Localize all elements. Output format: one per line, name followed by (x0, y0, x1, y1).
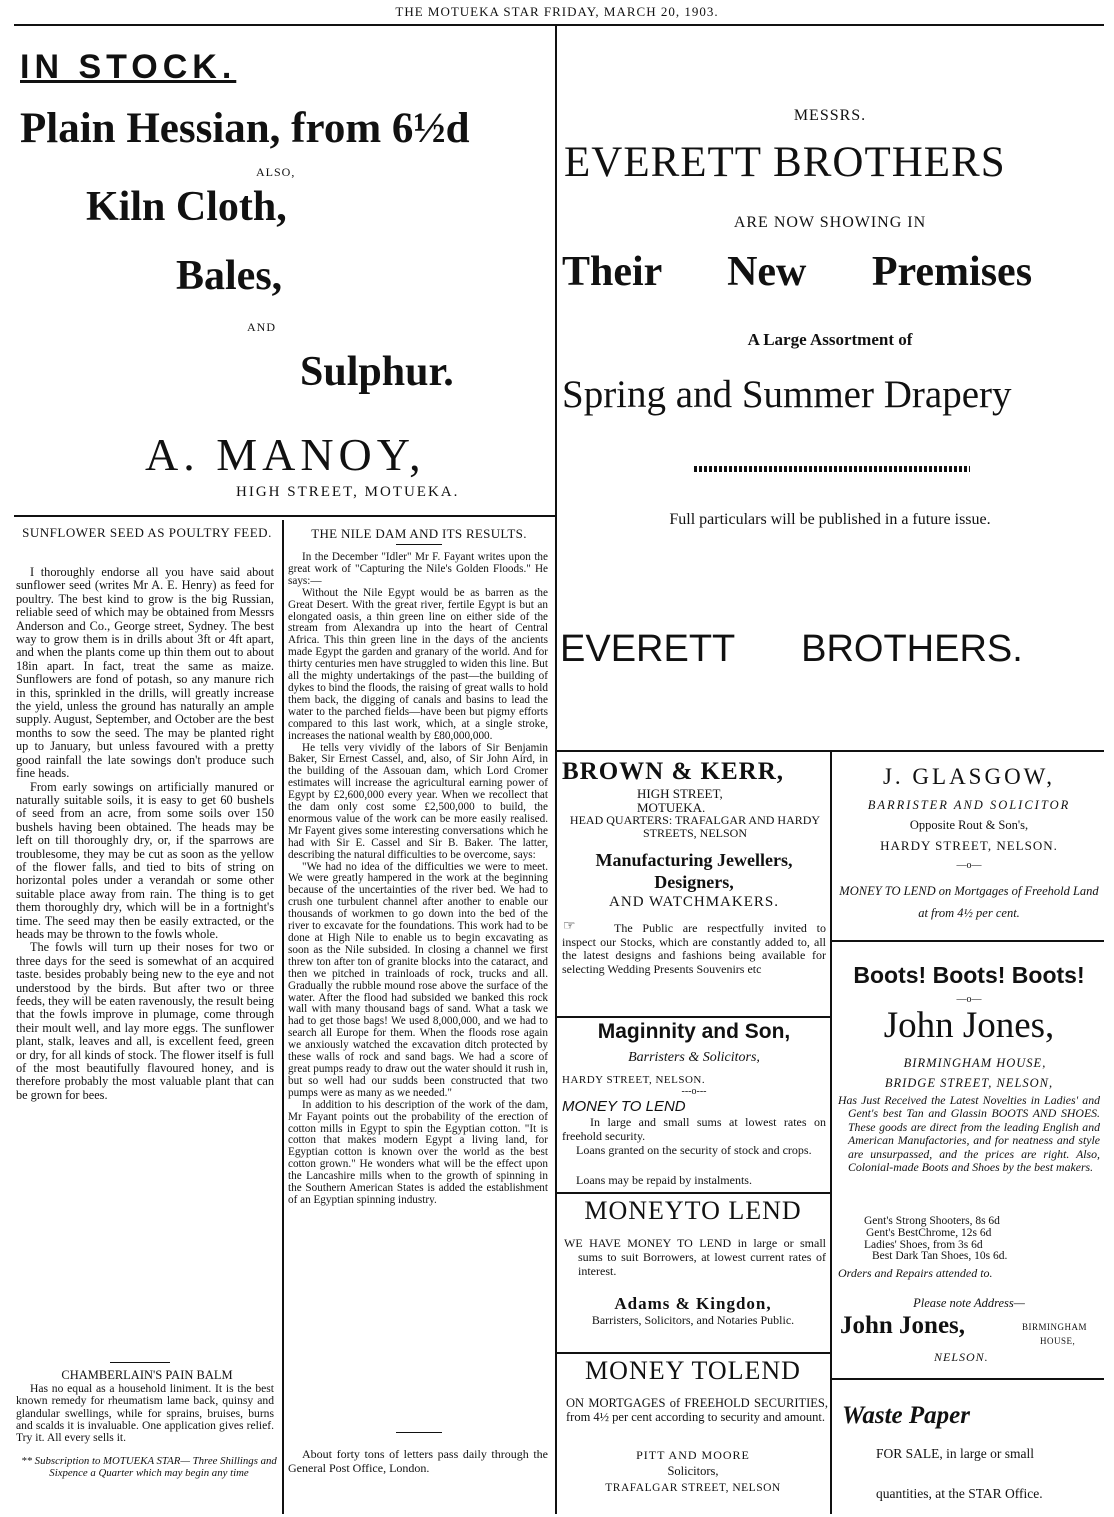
chamberlain-text (16, 1383, 274, 1444)
john-jones-house: BIRMINGHAM HOUSE, (903, 1056, 1047, 1070)
everett-particulars: Full particulars will be published in a future issue. (669, 511, 991, 528)
adams-heading: MONEYTO LEND (584, 1196, 802, 1225)
brown-kerr-trade-3: AND WATCHMAKERS. (609, 894, 779, 910)
nile-title-rule (396, 544, 442, 545)
price-line: Best Dark Tan Shoes, 10s 6d. (872, 1250, 1008, 1263)
glasgow-money: MONEY TO LEND on Mortgages of Freehold Land at from 4½ per cent. (839, 884, 1099, 920)
price-line: Gent's Strong Shooters, 8s 6d (864, 1215, 1000, 1227)
maginnity-role: Barristers & Solicitors, (628, 1050, 760, 1065)
nile-paragraph: "We had no idea of the difficulties we were to meet. We were greatly hampered in the work at the beginning because of the uncertainties of the river bed. We had to crush one turbulent channel after another to enable our thousands of workmen to go down into the bed of the river to excavate for the foundations. This work had to be done at High Nile to enable us to begin excavating as soon as the Nile subsided. In closing a channel we first threw ton after ton of granite blocks into the cataract, and then we pitched in trainloads of rock, trucks and all. Gradually the rubble mound rose above the surface of the water. After the flood had subsided we banked this rock wall with many thousand bags of sand. What a task we had to get those bags! We used 8,000,000, and we had to search all Europe for them. When the floods rose again we anxiously watched the excavation ditch protected by these walls of rock and sand bags. We had a score of great pumps ready to draw out the water should it rush in, but so well had our sudds been constructed that two pumps were as many as we needed." (288, 860, 548, 1099)
john-jones-street: BRIDGE STREET, NELSON, (884, 1076, 1054, 1090)
pointing-hand-icon: ☞ (563, 919, 576, 934)
brown-kerr-notice: The Public are respectfully invited to inspect our Stocks, which are constantly added to, all the latest designs and fashions being available for selecting Wedding Presents Souvenirs etc (562, 921, 826, 976)
price-line: Ladies' Shoes, from 3s 6d (864, 1238, 983, 1251)
adams-name: Adams & Kingdon, (614, 1294, 772, 1313)
sunflower-paragraph: The fowls will turn up their noses for two or three days for the seed is somewhat of an acquired taste. besides probably being new to the eye and not understood by the birds. But after two or three feeds, they will be eaten ravenously, the result being that the fowls improve in plumage, come through their moult well, and lay more eggs. The sunflower plant, stalk, leaves and all, is excellent feed, green or dry, for all kinds of stock. The flower itself is full of the most beautifully flavoured honey, and is therefore probably the most valuable plant that can be grown for bees. (16, 940, 274, 1102)
john-jones-signature-name: John Jones, (840, 1312, 966, 1339)
john-jones-note: Please note Address— (913, 1296, 1025, 1310)
pitt-moore-name: PITT AND MOORE (636, 1448, 750, 1462)
adams-role: Barristers, Solicitors, and Notaries Public. (591, 1313, 795, 1327)
manoy-bottom-rule (14, 515, 555, 517)
sunflower-body (16, 566, 274, 1102)
maginnity-text-3: Loans may be repaid by instalments. (576, 1173, 752, 1187)
waste-paper-line-2: quantities, at the STAR Office. (876, 1486, 1043, 1501)
brown-kerr-bottom-rule (555, 1016, 831, 1018)
maginnity-address: HARDY STREET, NELSON. (562, 1074, 706, 1086)
chamberlain-rule (110, 1362, 170, 1363)
everett-bottom-rule (555, 750, 1104, 752)
brown-kerr-name: BROWN & KERR, (562, 758, 785, 785)
manoy-and: AND (247, 320, 276, 334)
brown-kerr-street: HIGH STREET, (637, 786, 723, 801)
brown-kerr-town: MOTUEKA. (637, 800, 706, 815)
manoy-line-sulphur: Sulphur. (300, 349, 454, 395)
john-jones-name: John Jones, (883, 1005, 1055, 1046)
sunflower-paragraph: From early sowings on artificially manured or naturally suitable soils, it is easy to get 60 bushels of seed from an acre, from some soils over 150 bushels having been obtained. The heads may be left on till thoroughly dry, or, if the sparrows are troublesome, they may be cut as soon as the yellow of the flower falls, and tied to bits of string on horizontal poles under a verandah or some other suitable place away from rain. The thing is to get them thoroughly dry, which will be in a fortnight's time. The seed may then be easily extracted, or the heads may be thrown to the fowls whole. (16, 779, 274, 941)
nile-paragraph: About forty tons of letters pass daily through the General Post Office, London. (288, 1447, 548, 1475)
manoy-merchant: A. MANOY, (145, 429, 426, 480)
maginnity-name: Maginnity and Son, (597, 1020, 791, 1043)
nile-body (288, 552, 548, 1207)
john-jones-signature-house-1: BIRMINGHAM (1022, 1322, 1088, 1332)
john-jones-signature-town: NELSON. (934, 1350, 989, 1364)
waste-paper-line-1: FOR SALE, in large or small (876, 1446, 1034, 1461)
maginnity-bottom-rule (555, 1192, 831, 1194)
nile-title: THE NILE DAM AND ITS RESULTS. (311, 526, 527, 541)
adams-bottom-rule (555, 1352, 831, 1354)
sunflower-title: SUNFLOWER SEED AS POULTRY FEED. (22, 525, 272, 540)
nile-paragraph: In addition to his description of the work of the dam, Mr Fayant points out the probability of the erection of cotton mills in Egypt to spin the Egyptian cotton. "It is cotton that makes modern Egypt a living land, for Egyptian cotton is known over the world as the best cotton grown." He wonders what will be the effect upon the Lancashire mills when to the growth of spinning in the Southern American States is added the establishment of an Egyptian spinning industry. (288, 1098, 548, 1206)
price-line: Gent's BestChrome, 12s 6d (866, 1226, 992, 1239)
pitt-moore-heading: MONEY TOLEND (585, 1356, 801, 1385)
everett-name: EVERETT BROTHERS (564, 139, 1006, 186)
glasgow-name: J. GLASGOW, (882, 764, 1056, 789)
everett-ornament-rule (694, 466, 970, 472)
right-column-divider (830, 752, 832, 1514)
adams-text: WE HAVE MONEY TO LEND in large or small sums to suit Borrowers, at lowest current rates of interest. (564, 1236, 826, 1278)
pitt-moore-address: TRAFALGAR STREET, NELSON (605, 1482, 781, 1494)
masthead-rule (14, 24, 1104, 26)
everett-messrs: MESSRS. (793, 107, 867, 124)
chamberlain-title: CHAMBERLAIN'S PAIN BALM (61, 1368, 233, 1382)
brown-kerr-trade-2: Designers, (654, 872, 734, 892)
john-jones-bottom-rule (831, 1378, 1104, 1380)
nile-end-rule (396, 1432, 442, 1433)
sunflower-paragraph: I thoroughly endorse all you have said about sunflower seed (writes Mr A. E. Henry) as feed for poultry. The best kind to grow is the big Russian, reliable seed of which may be obtained from Messrs Anderson and Co., George street, Sydney. The best way to grow them is in drills about 3ft or 4ft apart, and when the plants come up thin them out to about 18in apart. In fact, treat the same as maize. Sunflowers are fond of potash, so any manure rich in this, sprinkled in the drills, will greatly increase the yield, unless the ground has naturally an ample supply. August, September, and October are the best months to sow the seed. The may be planted right up to January, but unless favoured with a pretty good rainfall the late sowings don't produce such fine heads. (16, 565, 274, 781)
john-jones-description: Has Just Received the Latest Novelties in Ladies' and Gent's best Tan and Glassin BOOTS AND SHOES. These goods are direct from the leading English and American Manufactories, and for neatness and style are unsurpassed, and the prices are right. Also, Colonial-made Boots and Shoes by the best makers. (838, 1093, 1100, 1175)
glasgow-opposite: Opposite Rout & Son's, (909, 818, 1029, 832)
masthead: THE MOTUEKA STAR FRIDAY, MARCH 20, 1903. (395, 4, 719, 19)
everett-assortment: A Large Assortment of (747, 330, 913, 349)
brown-kerr-trade-1: Manufacturing Jewellers, (595, 850, 793, 870)
maginnity-separator: ---o--- (681, 1086, 707, 1097)
center-divider (555, 26, 557, 1514)
john-jones-signature-house-2: HOUSE, (1040, 1336, 1076, 1346)
pitt-moore-text: ON MORTGAGES of FREEHOLD SECURITIES, from 4½ per cent according to security and amount. (566, 1396, 828, 1424)
manoy-headline: IN STOCK. (20, 48, 237, 86)
nile-letters-note (288, 1448, 548, 1475)
subscription-notice: ** Subscription to MOTUEKA STAR— Three Shillings and Sixpence a Quarter which may begin any time (21, 1455, 277, 1479)
nile-paragraph: In the December "Idler" Mr F. Fayant writes upon the great work of "Capturing the Nile's Golden Floods." He says:— (288, 551, 548, 587)
maginnity-text-2: Loans granted on the security of stock and crops. (576, 1143, 812, 1157)
nile-paragraph: Without the Nile Egypt would be as barren as the Great Desert. With the great river, fertile Egypt is but an elongated oasis, a thin green line on either side of the stream from Alexandra up into the heart of Central Africa. This thin green line in the days of the ancients made Egypt the garden and granary of the world. And for thirty centuries men have struggled to widen this line. But all the mighty undertakings of the past—the building of dykes to bind the floods, the raising of great walls to hold them back, the digging of canals and basins to lead the water to the parched fields—have been but pigmy efforts compared to this last work, which, at a single stroke, increases the national wealth by £80,000,000. (288, 586, 548, 742)
pitt-moore-role: Solicitors, (667, 1464, 719, 1478)
glasgow-separator: —o— (956, 860, 982, 871)
glasgow-address: HARDY STREET, NELSON. (880, 838, 1058, 853)
everett-drapery: Spring and Summer Drapery (562, 373, 1012, 416)
maginnity-text-1: In large and small sums at lowest rates on freehold security. (562, 1115, 826, 1143)
everett-premises: Their New Premises (562, 249, 1033, 295)
manoy-address: HIGH STREET, MOTUEKA. (236, 484, 460, 500)
glasgow-bottom-rule (831, 940, 1104, 942)
waste-paper-heading: Waste Paper (842, 1402, 970, 1429)
everett-signature: EVERETT BROTHERS. (560, 628, 1023, 670)
manoy-line-bales: Bales, (176, 253, 283, 299)
maginnity-heading: MONEY TO LEND (562, 1098, 686, 1115)
john-jones-prices (864, 1216, 1100, 1263)
left-column-divider (282, 520, 284, 1514)
nile-paragraph: He tells very vividly of the labors of Sir Benjamin Baker, Sir Ernest Cassel, and, also, of Sir John Aird, in the building of the Assouan dam, which Lord Cromer estimates will increase the agricultural earning power of Egypt by £2,600,000 every year. When we recollect that the dam only cost some £2,500,000 to build, the enormous value of the work can be more easily realised. Mr Fayent gives some interesting conversations which he had with Sir E. Cassel and Sir B. Baker. The latter, describing the natural difficulties to be overcome, says: (288, 741, 548, 861)
chamberlain-paragraph: Has no equal as a household liniment. It is the best known remedy for rheumatism lame back, quinsy and glandular swellings, while for sprains, bruises, burns and scalds it is invaluable. One application gives relief. Try it. All every sells it. (16, 1382, 274, 1445)
manoy-line-kiln: Kiln Cloth, (86, 184, 287, 230)
boots-headline: Boots! Boots! Boots! (853, 962, 1085, 988)
manoy-also: ALSO, (256, 165, 296, 179)
glasgow-role: BARRISTER AND SOLICITOR (867, 798, 1071, 812)
manoy-line-hessian: Plain Hessian, from 6½d (20, 105, 470, 152)
john-jones-orders: Orders and Repairs attended to. (838, 1266, 993, 1280)
brown-kerr-headquarters: HEAD QUARTERS: TRAFALGAR AND HARDY STREETS, NELSON (569, 813, 821, 840)
everett-showing: ARE NOW SHOWING IN (733, 214, 927, 231)
john-jones-separator: —o— (956, 994, 982, 1005)
